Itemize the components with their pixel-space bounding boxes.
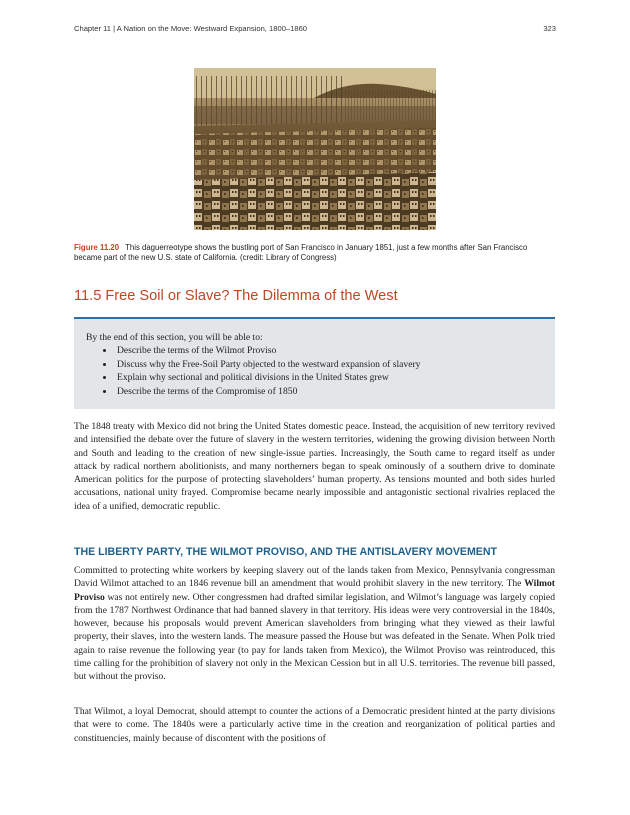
objective-item: • Explain why sectional and political divisions in the United States grew — [115, 371, 555, 384]
objective-item: • Describe the terms of the Compromise of 1850 — [115, 385, 555, 398]
paragraph-text: Committed to protecting white workers by keeping slavery out of the lands taken from Mexico, Pennsylvania congressman David Wilmot attached to an 1846 revenue bill an amendment that would prohibit slavery in the new territory. The — [74, 565, 555, 590]
objective-item: • Discuss why the Free-Soil Party objected to the westward expansion of slavery — [115, 358, 555, 371]
figure-label: Figure 11.20 — [74, 242, 120, 252]
running-header — [74, 24, 556, 33]
chapter-title: Chapter 11 | A Nation on the Move: Westward Expansion, 1800–1860 — [74, 24, 308, 33]
figure-caption-text: This daguerreotype shows the bustling port of San Francisco in January 1851, just a few months after San Francisco became part of the new U.S. state of California. (credit: Library of Congress) — [74, 242, 528, 263]
page-number: 323 — [543, 24, 556, 33]
body-paragraph: That Wilmot, a loyal Democrat, should attempt to counter the actions of a Democratic president hinted at the party divisions that were to come. The 1840s were a particularly active time in the creation and reorganization of political parties and constituencies, mainly because of discontent with the positions of — [74, 706, 555, 744]
learning-objectives-box — [74, 317, 555, 409]
body-paragraph — [74, 564, 555, 684]
key-term: Wilmot Proviso — [74, 578, 555, 603]
san-francisco-daguerreotype — [194, 68, 436, 230]
body-paragraph: The 1848 treaty with Mexico did not bring the United States domestic peace. Instead, the acquisition of new territory revived and intensified the debate over the future of slavery in the western territories, widening the growing division between North and South and leading to the creation of new single-issue parties. Increasingly, the South came to regard itself as under attack by radical northern abolitionists, and many northerners began to speak ominously of a southern drive to dominate American politics for the purpose of protecting slaveholders’ human property. As tensions mounted and both sides hurled accusations, national unity frayed. Compromise became nearly impossible and antagonistic sectional rivalries replaced the idea of a unified, democratic republic. — [74, 421, 555, 512]
objectives-list — [86, 344, 555, 398]
subsection-title: THE LIBERTY PARTY, THE WILMOT PROVISO, AND THE ANTISLAVERY MOVEMENT — [74, 546, 497, 558]
figure-caption — [74, 243, 554, 264]
objectives-intro: By the end of this section, you will be able to: — [86, 332, 263, 343]
section-title: 11.5 Free Soil or Slave? The Dilemma of the West — [74, 288, 398, 304]
paragraph-text: was not entirely new. Other congressmen had drafted similar legislation, and Wilmot’s language was largely copied from the 1787 Northwest Ordinance that had banned slavery in that territory. His ideas were very controversial in the 1840s, however, because his proposals would prevent American slaveholders from bringing what they viewed as their lawful property, their slaves, into the western lands. The measure passed the House but was defeated in the Senate. When Polk tried again to raise revenue the following year (to pay for lands taken from Mexico), the Wilmot Proviso was reintroduced, this time calling for the prohibition of slavery not only in the Mexican Cession but in all U.S. territories. The revenue bill passed, but without the proviso. — [74, 591, 555, 683]
objective-item: • Describe the terms of the Wilmot Proviso — [115, 344, 555, 357]
